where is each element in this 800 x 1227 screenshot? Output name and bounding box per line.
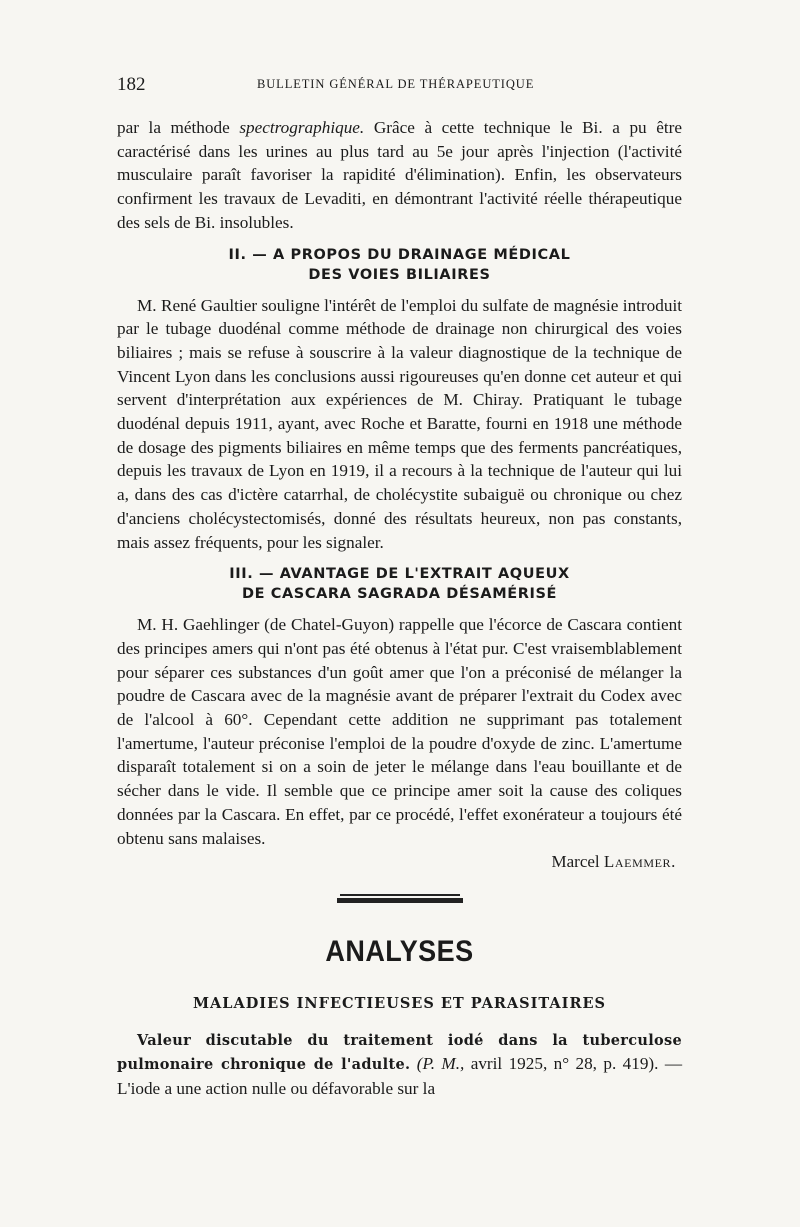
signature-last-name: Laemmer.: [603, 852, 676, 872]
analysis-entry: [117, 1028, 682, 1101]
divider-thick-rule: [337, 898, 463, 903]
section-2-body: M. René Gaultier souligne l'intérêt de l'emploi du sulfate de magnésie introduit par le tubage duodénal comme méthode de drainage non chirurgical des voies biliaires ; mais se refuse à souscrire à la valeur diagnostique de la technique de Vincent Lyon dans les conclusions aussi rigoureuses qu'en donne cet auteur et qui servent d'interprétation aux expériences de M. Chiray. Pratiquant le tubage duodénal depuis 1911, ayant, avec Roche et Baratte, fourni en 1918 une méthode de dosage des pigments biliaires en même temps que des ferments pancréatiques, depuis les travaux de Lyon en 1919, il a recours à la technique de l'auteur qui lui a, dans des cas d'ictère catarrhal, de cholécystite subaiguë ou chronique ou chez d'anciens cholécystectomisés, donné des résultats heureux, non pas constants, mais assez fréquents, pour les signaler.: [117, 295, 682, 552]
para1-italic: spectrographique.: [239, 118, 365, 137]
citation-source: (P. M.,: [416, 1054, 465, 1074]
running-header: [117, 74, 682, 98]
page: [117, 74, 682, 1101]
section-3-heading-line1: III. — AVANTAGE DE L'EXTRAIT AQUEUX: [229, 566, 570, 583]
section-2-heading-line1: II. — A PROPOS DU DRAINAGE MÉDICAL: [228, 246, 571, 263]
author-signature: [117, 852, 676, 872]
page-number: 182: [117, 74, 146, 95]
section-3-heading: [117, 564, 682, 604]
paragraph-bismuth: [117, 116, 682, 235]
running-title: BULLETIN GÉNÉRAL DE THÉRAPEUTIQUE: [257, 77, 535, 91]
divider-thin-rule: [340, 894, 460, 896]
signature-first-name: Marcel: [551, 852, 600, 872]
section-divider: [117, 894, 682, 903]
citation-rest: avril 1925, n° 28, p. 419). — L'iode a une action nulle ou défavorable sur la: [117, 1054, 683, 1099]
subsection-heading: MALADIES INFECTIEUSES ET PARASITAIRES: [192, 994, 607, 1012]
para1-text-a: par la méthode: [117, 118, 240, 137]
para1-text-b: Grâce à cette technique le Bi. a pu être caractérisé dans les urines au plus tard au 5e jour après l'injection (l'activité musculaire paraît favoriser la rapidité d'élimination). Enfin, les observateurs confirment les travaux de Levaditi, en démontrant l'activité réelle thérapeutique des sels de Bi. insolubles.: [117, 118, 682, 232]
section-3-heading-line2: DE CASCARA SAGRADA DÉSAMÉRISÉ: [241, 586, 558, 603]
analyses-heading: ANALYSES: [325, 934, 474, 968]
section-2-heading: [117, 245, 682, 285]
section-2-heading-line2: DES VOIES BILIAIRES: [308, 266, 491, 283]
section-3-body: M. H. Gaehlinger (de Chatel-Guyon) rappelle que l'écorce de Cascara contient des principes amers qui n'ont pas été obtenus à l'état pur. C'est vraisemblablement pour séparer ces substances d'un goût amer que l'on a préconisé de mélanger la poudre de Cascara avec de la magnésie avant de préparer l'extrait du Codex avec de l'alcool à 60°. Cependant cette addition ne supprimant pas totalement l'amertume, l'auteur préconise l'emploi de la poudre d'oxyde de zinc. L'amertume disparaît totalement si on a soin de jeter le mélange dans l'eau bouillante et de sécher dans le vide. Il semble que ce principe amer soit la cause des coliques données par la Cascara. En effet, par ce procédé, l'effet exonérateur a toujours été obtenu sans malaises.: [117, 615, 682, 848]
article-title: Valeur discutable du traitement iodé dans la tuberculose pulmonaire chronique de l'adulte.: [117, 1031, 682, 1074]
